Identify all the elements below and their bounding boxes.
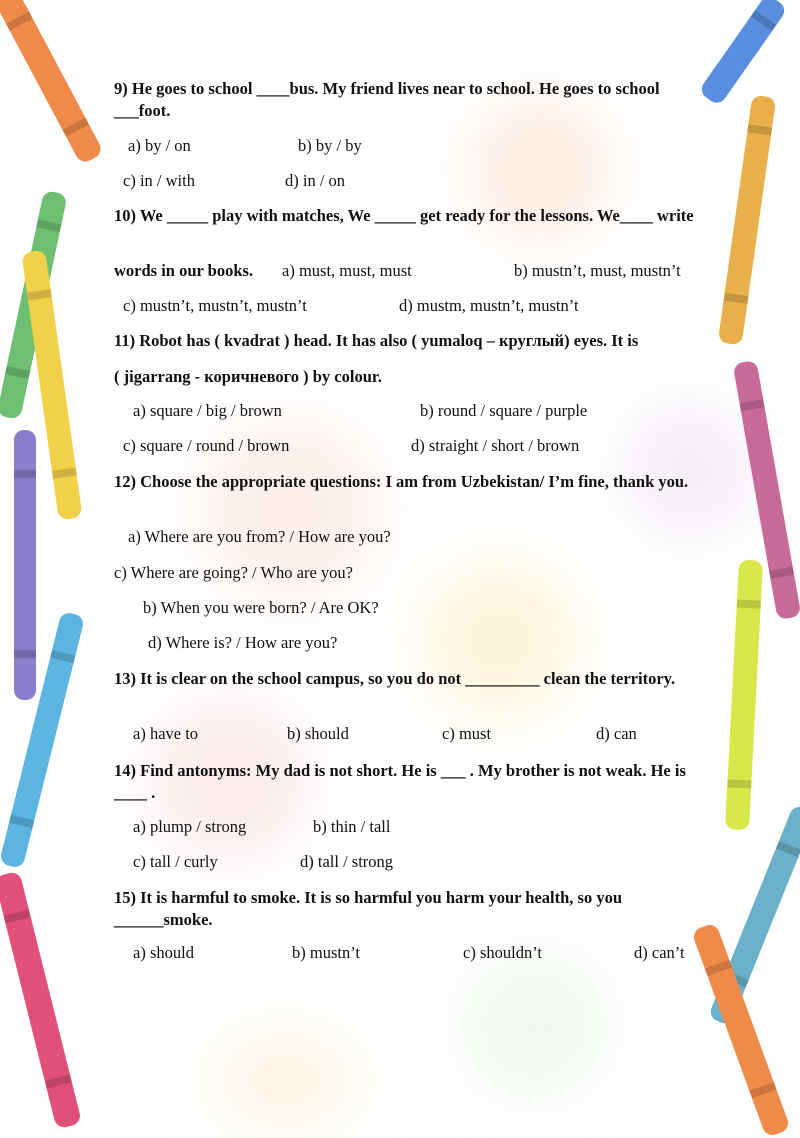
crayon-blue-top-right bbox=[698, 0, 788, 107]
q9-option-a: a) by / on bbox=[128, 136, 191, 155]
background-blob bbox=[210, 1030, 360, 1130]
q12-option-b: b) When you were born? / Are OK? bbox=[143, 598, 379, 617]
q10-option-b: b) mustn’t, must, mustn’t bbox=[514, 261, 681, 280]
q14-option-a: a) plump / strong bbox=[133, 817, 247, 836]
q15-option-b: b) mustn’t bbox=[292, 943, 360, 962]
crayon-orange-top-left bbox=[0, 0, 104, 165]
q9-option-b: b) by / by bbox=[298, 136, 362, 155]
question-14: 14) Find antonyms: My dad is not short. He is ___ . My brother is not weak. He is ____ . bbox=[114, 761, 686, 802]
question-12: 12) Choose the appropriate questions: I am from Uzbekistan/ I’m fine, thank you. bbox=[114, 472, 689, 491]
q11-option-a: a) square / big / brown bbox=[133, 401, 282, 420]
crayon-violet-left bbox=[14, 430, 36, 700]
question-10-cont-text: words in our books. bbox=[114, 261, 254, 280]
q14-option-c: c) tall / curly bbox=[133, 852, 218, 871]
crayon-sky-left bbox=[0, 611, 85, 869]
q9-option-c: c) in / with bbox=[123, 171, 195, 190]
q13-option-a: a) have to bbox=[133, 724, 199, 743]
question-10-continuation bbox=[114, 261, 253, 281]
question-11-continuation: ( jigarrang - коричневого ) by colour. bbox=[114, 367, 382, 386]
question-11: 11) Robot has ( kvadrat ) head. It has also ( yumaloq – круглый) eyes. It is bbox=[114, 331, 639, 350]
q10-option-c: c) mustn’t, mustn’t, mustn’t bbox=[123, 296, 307, 315]
q15-option-c: c) shouldn’t bbox=[463, 943, 542, 962]
background-blob bbox=[460, 950, 610, 1100]
q12-option-a: a) Where are you from? / How are you? bbox=[128, 527, 391, 546]
q12-option-c: c) Where are going? / Who are you? bbox=[114, 563, 353, 582]
q12-option-d: d) Where is? / How are you? bbox=[148, 633, 338, 652]
q14-option-b: b) thin / tall bbox=[313, 817, 391, 836]
q14-option-d: d) tall / strong bbox=[300, 852, 394, 871]
q15-option-a: a) should bbox=[133, 943, 194, 962]
q9-option-d: d) in / on bbox=[285, 171, 346, 190]
crayon-lime-right bbox=[725, 560, 763, 831]
question-13: 13) It is clear on the school campus, so you do not _________ clean the territory. bbox=[114, 669, 676, 688]
background-blob bbox=[620, 400, 760, 540]
q13-option-c: c) must bbox=[442, 724, 492, 743]
q13-option-d: d) can bbox=[596, 724, 637, 743]
q11-option-c: c) square / round / brown bbox=[123, 436, 290, 455]
crayon-gold-right bbox=[718, 95, 777, 346]
q11-option-d: d) straight / short / brown bbox=[411, 436, 580, 455]
crayon-pink-left bbox=[0, 871, 82, 1130]
q10-option-a: a) must, must, must bbox=[282, 261, 412, 280]
question-15: 15) It is harmful to smoke. It is so harmful you harm your health, so you ______smoke. bbox=[114, 888, 623, 929]
question-10: 10) We _____ play with matches, We _____ get ready for the lessons. We____ write bbox=[114, 206, 694, 225]
q11-option-b: b) round / square / purple bbox=[420, 401, 588, 420]
q15-option-d: d) can’t bbox=[634, 943, 685, 962]
background-blob bbox=[420, 560, 580, 720]
q10-option-d: d) mustm, mustn’t, mustn’t bbox=[399, 296, 579, 315]
question-9: 9) He goes to school ____bus. My friend lives near to school. He goes to school ___foot. bbox=[114, 79, 660, 120]
q13-option-b: b) should bbox=[287, 724, 349, 743]
